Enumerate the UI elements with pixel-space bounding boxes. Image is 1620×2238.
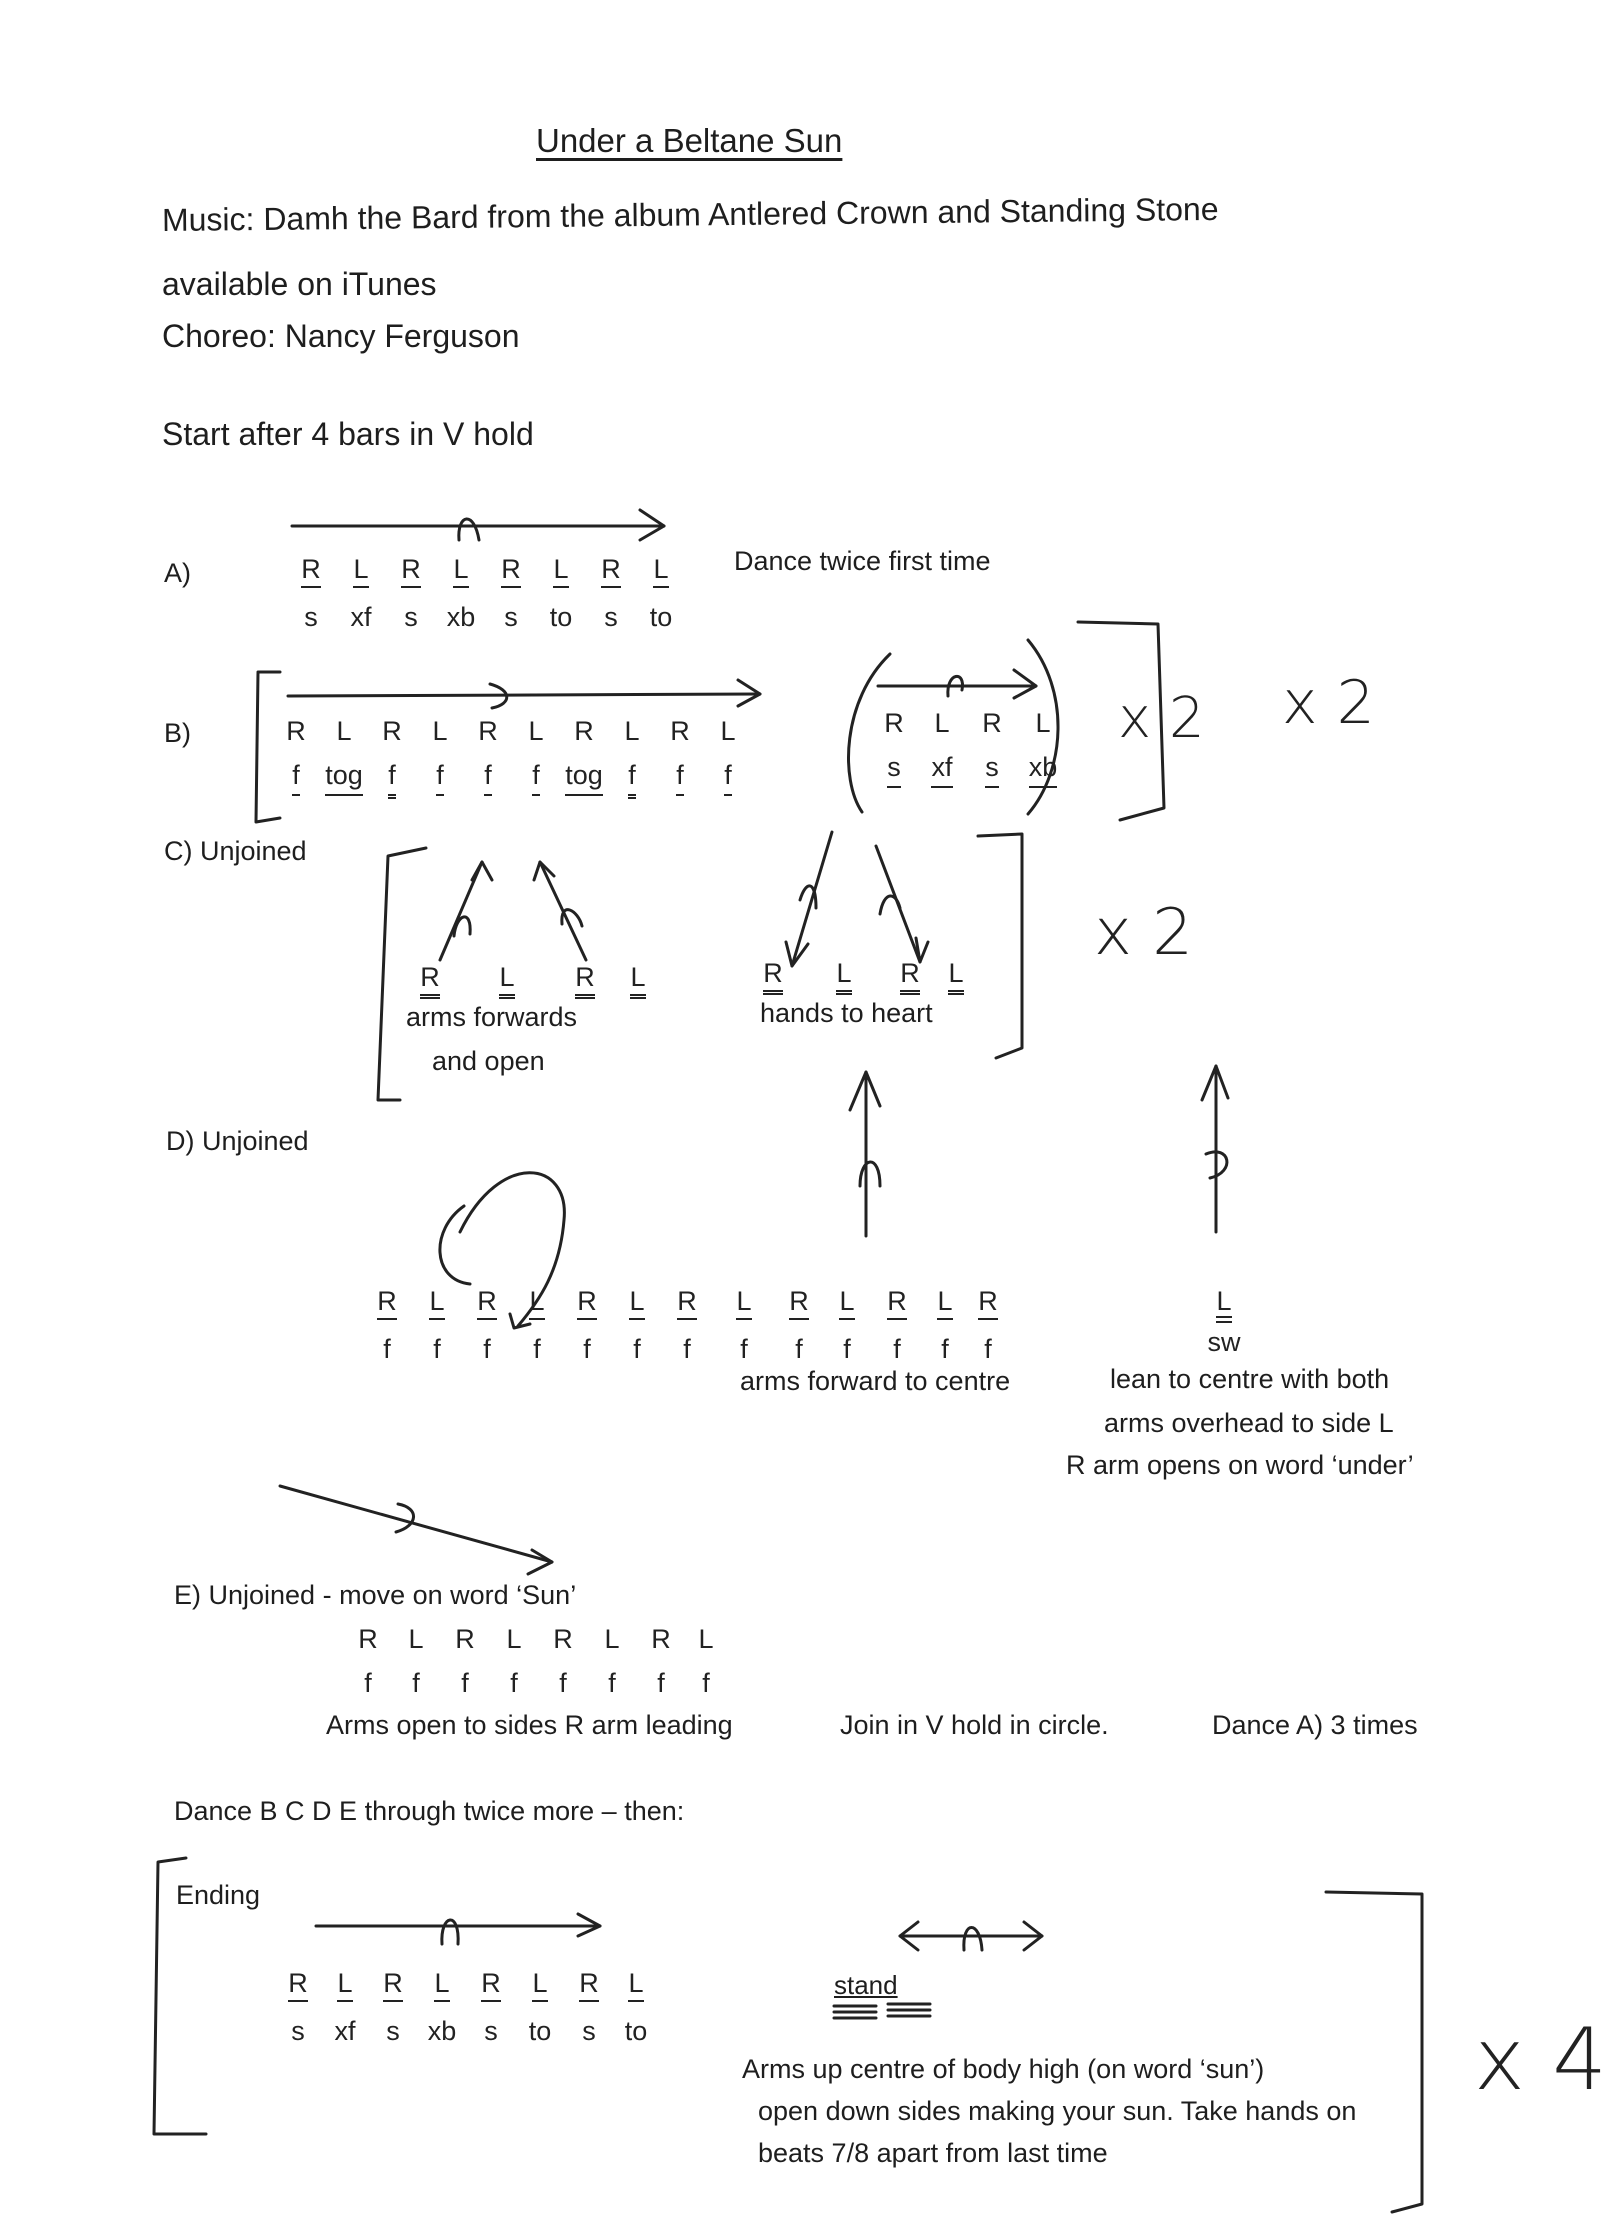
foot: R xyxy=(420,962,440,999)
arrow-up-icon xyxy=(850,1072,880,1236)
step: xf xyxy=(931,750,952,788)
step: f xyxy=(484,758,492,796)
step: tog xyxy=(325,758,363,796)
section-d-label: D) Unjoined xyxy=(166,1126,309,1156)
step: to xyxy=(624,2016,648,2046)
step: f xyxy=(608,1668,616,1698)
section-d-end-text-1: lean to centre with both xyxy=(1110,1364,1390,1394)
foot: R xyxy=(501,554,521,588)
section-e-label: E) Unjoined - move on word ‘Sun’ xyxy=(174,1580,577,1610)
step: f xyxy=(633,1334,641,1364)
step: tog xyxy=(565,758,603,796)
foot: L xyxy=(429,1286,444,1320)
bracket-right-icon xyxy=(978,834,1022,1058)
foot: L xyxy=(353,554,368,588)
music-availability: available on iTunes xyxy=(162,266,437,302)
arrow-right-icon xyxy=(292,510,664,540)
foot: L xyxy=(624,716,640,746)
step: f xyxy=(683,1334,691,1364)
foot: R xyxy=(455,1624,475,1654)
foot: R xyxy=(577,1286,597,1320)
foot: R xyxy=(900,958,920,995)
step: f xyxy=(702,1668,710,1698)
step: s xyxy=(304,602,318,632)
foot: R xyxy=(670,716,690,746)
step: sw xyxy=(1207,1327,1241,1357)
step: to xyxy=(549,602,573,632)
arrow-right-icon xyxy=(316,1914,600,1944)
step: f xyxy=(364,1668,372,1698)
arrow-up-icon xyxy=(534,862,586,960)
step: f xyxy=(510,1668,518,1698)
step: f xyxy=(388,758,396,799)
stand-underline-icon xyxy=(834,2004,930,2018)
arrow-up-icon xyxy=(440,862,492,960)
foot: L xyxy=(629,1286,644,1320)
step: f xyxy=(984,1334,992,1364)
foot: L xyxy=(453,554,468,588)
arrow-down-icon xyxy=(876,846,928,962)
section-c-repeat: x 2 xyxy=(1094,896,1193,970)
foot: L xyxy=(337,1968,352,2002)
foot: L xyxy=(604,1624,620,1654)
foot: L xyxy=(836,958,851,995)
foot: L xyxy=(432,716,448,746)
section-a-label: A) xyxy=(164,558,191,588)
foot: L xyxy=(336,716,352,746)
foot: L xyxy=(499,962,514,999)
ending-stand: stand xyxy=(834,1970,898,2000)
step: xf xyxy=(350,602,372,632)
foot: R xyxy=(301,554,321,588)
choreographer: Choreo: Nancy Ferguson xyxy=(162,318,520,354)
step: f xyxy=(292,758,300,796)
section-d-end-text-3: R arm opens on word ‘under’ xyxy=(1066,1450,1414,1480)
step: f xyxy=(893,1334,901,1364)
step: f xyxy=(676,758,684,796)
arrow-both-icon xyxy=(900,1922,1042,1950)
foot: R xyxy=(601,554,621,588)
section-e-text: Arms open to sides R arm leading xyxy=(326,1710,733,1740)
step: f xyxy=(628,758,636,799)
foot: R xyxy=(377,1286,397,1320)
section-c-right-steps xyxy=(740,958,974,995)
foot: L xyxy=(528,716,544,746)
foot: L xyxy=(553,554,568,588)
foot: L xyxy=(1035,708,1051,738)
step: xb xyxy=(1029,750,1058,788)
arrow-down-icon xyxy=(786,832,832,966)
music-credit: Music: Damh the Bard from the album Antlered Crown and Standing Stone xyxy=(161,190,1219,238)
step: f xyxy=(559,1668,567,1698)
foot: L xyxy=(1216,1286,1231,1323)
foot: L xyxy=(529,1286,544,1320)
ending-steps xyxy=(274,1968,658,2048)
foot: R xyxy=(763,958,783,995)
foot: L xyxy=(653,554,668,588)
step: f xyxy=(483,1334,491,1364)
step: f xyxy=(461,1668,469,1698)
bracket-right-icon xyxy=(1326,1892,1422,2212)
section-e-steps xyxy=(344,1624,726,1700)
section-c-left-steps xyxy=(398,962,658,999)
foot: R xyxy=(286,716,306,746)
ending-text-2: open down sides making your sun. Take hands on xyxy=(758,2096,1357,2126)
step: s xyxy=(386,2016,400,2046)
foot: R xyxy=(575,962,595,999)
foot: R xyxy=(478,716,498,746)
foot: L xyxy=(698,1624,714,1654)
step: f xyxy=(941,1334,949,1364)
step: f xyxy=(412,1668,420,1698)
section-d-steps xyxy=(362,1286,1008,1366)
step: s xyxy=(404,602,418,632)
section-b-sub-steps xyxy=(870,708,1068,788)
repeat-note: Dance B C D E through twice more – then: xyxy=(174,1796,685,1826)
foot: R xyxy=(651,1624,671,1654)
foot: L xyxy=(630,962,645,999)
step: s xyxy=(985,750,999,788)
section-c-left-text-1: arms forwards xyxy=(406,1002,578,1032)
step: f xyxy=(436,758,444,796)
foot: R xyxy=(574,716,594,746)
step: f xyxy=(795,1334,803,1364)
ending-text-3: beats 7/8 apart from last time xyxy=(758,2138,1108,2168)
foot: L xyxy=(839,1286,854,1320)
section-b-repeat: x 2 xyxy=(1282,668,1375,738)
step: f xyxy=(383,1334,391,1364)
section-a-steps xyxy=(286,554,686,634)
foot: R xyxy=(382,716,402,746)
step: s xyxy=(604,602,618,632)
section-d-end-step xyxy=(1204,1286,1244,1359)
start-instruction: Start after 4 bars in V hold xyxy=(162,416,534,452)
step: s xyxy=(291,2016,305,2046)
step: to xyxy=(528,2016,552,2046)
foot: R xyxy=(481,1968,501,2002)
step: s xyxy=(504,602,518,632)
foot: R xyxy=(477,1286,497,1320)
foot: R xyxy=(884,708,904,738)
foot: R xyxy=(579,1968,599,2002)
section-d-mid-text: arms forward to centre xyxy=(740,1366,1011,1396)
step: s xyxy=(484,2016,498,2046)
step: f xyxy=(843,1334,851,1364)
foot: L xyxy=(506,1624,522,1654)
foot: L xyxy=(628,1968,643,2002)
section-c-left-text-2: and open xyxy=(432,1046,545,1076)
section-e-dance-a: Dance A) 3 times xyxy=(1212,1710,1418,1740)
step: s xyxy=(582,2016,596,2046)
foot: L xyxy=(532,1968,547,2002)
step: to xyxy=(649,602,673,632)
arrow-right-icon xyxy=(878,670,1036,698)
foot: R xyxy=(887,1286,907,1320)
section-d-end-text-2: arms overhead to side L xyxy=(1104,1408,1394,1438)
section-e-join: Join in V hold in circle. xyxy=(840,1710,1109,1740)
step: s xyxy=(887,750,901,788)
page-title: Under a Beltane Sun xyxy=(536,122,843,159)
step: f xyxy=(533,1334,541,1364)
foot: L xyxy=(720,716,736,746)
foot: R xyxy=(358,1624,378,1654)
foot: R xyxy=(401,554,421,588)
foot: R xyxy=(677,1286,697,1320)
foot: R xyxy=(789,1286,809,1320)
step: f xyxy=(433,1334,441,1364)
step: f xyxy=(740,1334,748,1364)
foot: R xyxy=(978,1286,998,1320)
foot: L xyxy=(736,1286,751,1320)
step: xf xyxy=(334,2016,356,2046)
foot: R xyxy=(982,708,1002,738)
arrow-right-icon xyxy=(288,680,760,708)
ending-text-1: Arms up centre of body high (on word ‘sun’) xyxy=(742,2054,1265,2084)
foot: L xyxy=(434,1968,449,2002)
arrow-diagonal-icon xyxy=(280,1486,552,1574)
foot: L xyxy=(408,1624,424,1654)
section-b-steps xyxy=(272,716,752,799)
section-a-note: Dance twice first time xyxy=(734,546,991,576)
foot: R xyxy=(553,1624,573,1654)
foot: L xyxy=(937,1286,952,1320)
step: xb xyxy=(446,602,476,632)
arrow-up-icon xyxy=(1202,1066,1228,1232)
section-b-sub-repeat: x 2 xyxy=(1118,686,1205,751)
ending-label: Ending xyxy=(176,1880,261,1910)
section-c-label: C) Unjoined xyxy=(164,836,307,866)
step: f xyxy=(583,1334,591,1364)
foot: L xyxy=(934,708,950,738)
step: f xyxy=(532,758,540,796)
section-b-label: B) xyxy=(164,718,191,748)
ending-repeat: x 4 xyxy=(1474,2010,1607,2110)
foot: R xyxy=(383,1968,403,2002)
foot: R xyxy=(288,1968,308,2002)
step: xb xyxy=(427,2016,457,2046)
step: f xyxy=(724,758,732,796)
step: f xyxy=(657,1668,665,1698)
section-c-right-text: hands to heart xyxy=(760,998,933,1028)
foot: L xyxy=(948,958,963,995)
